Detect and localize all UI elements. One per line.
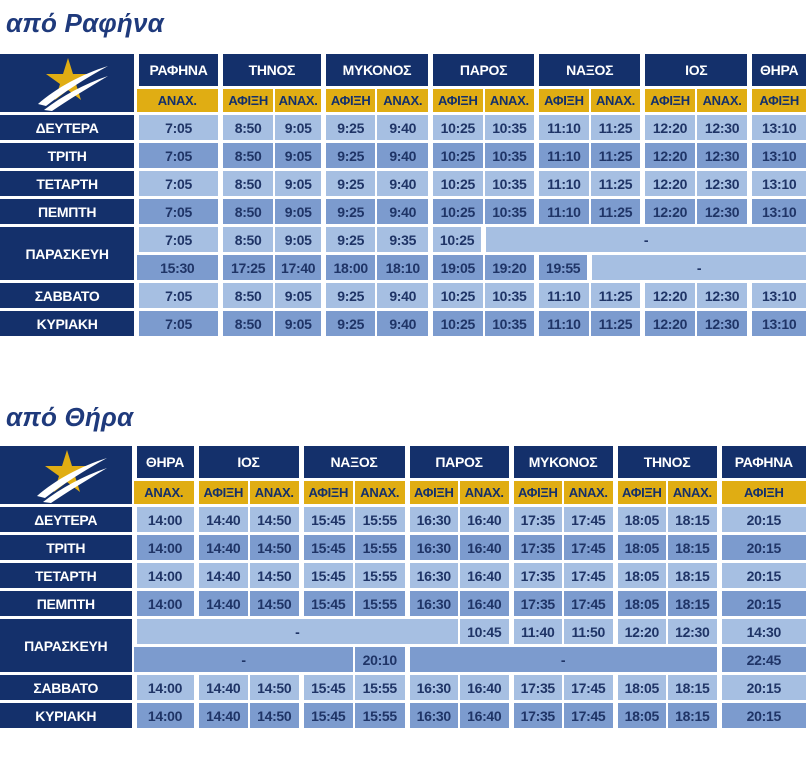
time-cell: 12:20	[643, 310, 696, 338]
time-cell: 18:05	[615, 534, 667, 562]
time-cell: 13:10	[750, 282, 806, 310]
time-cell: 10:35	[484, 170, 537, 198]
time-cell: 15:45	[301, 590, 354, 618]
port-header: ΤΗΝΟΣ	[220, 54, 323, 88]
time-type-label: ΑΝΑΧ.	[274, 88, 323, 114]
port-header: ΡΑΦΗΝΑ	[719, 446, 806, 480]
time-cell: 9:05	[274, 310, 323, 338]
time-cell: 10:25	[431, 282, 484, 310]
time-cell: 14:50	[249, 590, 301, 618]
time-type-label: ΑΦΙΞΗ	[407, 480, 459, 506]
time-cell: 7:05	[137, 170, 221, 198]
time-cell: 16:40	[459, 506, 511, 534]
time-cell: 7:05	[137, 142, 221, 170]
time-cell: 15:55	[354, 534, 407, 562]
time-type-label: ΑΦΙΞΗ	[750, 88, 806, 114]
no-service-cell: -	[484, 226, 806, 254]
time-cell: 14:00	[134, 506, 196, 534]
time-cell: 11:10	[537, 114, 590, 142]
time-cell: 9:25	[323, 310, 376, 338]
time-cell: 14:00	[134, 674, 196, 702]
time-cell: 17:25	[220, 254, 274, 282]
no-service-cell: -	[134, 618, 459, 646]
time-cell: 16:30	[407, 562, 459, 590]
time-cell: 12:30	[696, 282, 750, 310]
time-cell: 12:30	[696, 114, 750, 142]
time-cell: 17:35	[511, 534, 563, 562]
time-cell: 10:35	[484, 142, 537, 170]
time-cell: 13:10	[750, 170, 806, 198]
day-label-friday: ΠΑΡΑΣΚΕΥΗ	[0, 226, 137, 282]
time-cell: 14:30	[719, 618, 806, 646]
time-cell: 9:05	[274, 142, 323, 170]
table-row	[0, 674, 806, 702]
day-label: ΤΕΤΑΡΤΗ	[0, 170, 137, 198]
table-row	[0, 590, 806, 618]
time-cell: 17:35	[511, 702, 563, 730]
time-type-label: ΑΝΑΧ.	[354, 480, 407, 506]
time-cell: 9:05	[274, 226, 323, 254]
time-cell: 9:05	[274, 170, 323, 198]
time-cell: 18:15	[667, 562, 719, 590]
day-label: ΣΑΒΒΑΤΟ	[0, 674, 134, 702]
time-cell: 14:00	[134, 590, 196, 618]
time-cell: 14:50	[249, 562, 301, 590]
table-row	[0, 506, 806, 534]
time-cell: 7:05	[137, 310, 221, 338]
port-header: ΝΑΞΟΣ	[301, 446, 407, 480]
time-cell: 9:40	[376, 310, 430, 338]
day-label: ΤΡΙΤΗ	[0, 142, 137, 170]
day-label: ΠΕΜΠΤΗ	[0, 590, 134, 618]
time-cell: 8:50	[220, 170, 274, 198]
time-cell: 13:10	[750, 114, 806, 142]
time-cell: 9:25	[323, 170, 376, 198]
time-cell: 12:20	[615, 618, 667, 646]
time-cell: 10:25	[431, 198, 484, 226]
time-cell: 18:15	[667, 506, 719, 534]
time-cell: 10:35	[484, 114, 537, 142]
time-cell: 11:40	[511, 618, 563, 646]
time-cell: 15:45	[301, 674, 354, 702]
time-cell: 14:40	[196, 674, 249, 702]
time-cell: 10:25	[431, 226, 484, 254]
port-header: ΘΗΡΑ	[134, 446, 196, 480]
time-cell: 15:45	[301, 562, 354, 590]
time-cell: 10:25	[431, 114, 484, 142]
day-label: ΣΑΒΒΑΤΟ	[0, 282, 137, 310]
time-type-label: ΑΦΙΞΗ	[196, 480, 249, 506]
time-cell: 18:00	[323, 254, 376, 282]
time-cell: 18:15	[667, 534, 719, 562]
time-cell: 12:30	[696, 170, 750, 198]
time-cell: 20:15	[719, 702, 806, 730]
day-label: ΤΕΤΑΡΤΗ	[0, 562, 134, 590]
time-cell: 18:05	[615, 702, 667, 730]
time-type-label: ΑΝΑΧ.	[249, 480, 301, 506]
time-cell: 15:55	[354, 562, 407, 590]
time-type-label: ΑΦΙΞΗ	[431, 88, 484, 114]
time-cell: 16:30	[407, 674, 459, 702]
time-cell: 10:25	[431, 170, 484, 198]
time-cell: 16:40	[459, 674, 511, 702]
time-cell: 17:35	[511, 562, 563, 590]
time-cell: 14:40	[196, 506, 249, 534]
time-cell: 17:45	[563, 702, 615, 730]
time-cell: 15:55	[354, 506, 407, 534]
table-row	[0, 114, 806, 142]
time-cell: 15:55	[354, 674, 407, 702]
time-type-label: ΑΝΑΧ.	[134, 480, 196, 506]
time-cell: 8:50	[220, 114, 274, 142]
time-cell: 11:10	[537, 142, 590, 170]
time-cell: 20:10	[354, 646, 407, 674]
time-cell: 7:05	[137, 282, 221, 310]
time-cell: 7:05	[137, 198, 221, 226]
day-label: ΚΥΡΙΑΚΗ	[0, 310, 137, 338]
time-type-label: ΑΦΙΞΗ	[537, 88, 590, 114]
time-type-label: ΑΝΑΧ.	[590, 88, 643, 114]
time-type-label: ΑΦΙΞΗ	[301, 480, 354, 506]
time-type-label: ΑΦΙΞΗ	[220, 88, 274, 114]
time-cell: 12:20	[643, 282, 696, 310]
time-cell: 18:10	[376, 254, 430, 282]
table-row	[0, 198, 806, 226]
time-cell: 17:45	[563, 674, 615, 702]
time-cell: 18:05	[615, 506, 667, 534]
time-cell: 14:40	[196, 590, 249, 618]
time-cell: 22:45	[719, 646, 806, 674]
time-cell: 20:15	[719, 562, 806, 590]
table-row	[0, 562, 806, 590]
time-cell: 18:05	[615, 562, 667, 590]
time-cell: 16:30	[407, 506, 459, 534]
time-cell: 11:10	[537, 310, 590, 338]
time-cell: 14:40	[196, 562, 249, 590]
time-cell: 10:25	[431, 142, 484, 170]
logo-icon	[0, 446, 134, 506]
time-cell: 19:20	[484, 254, 537, 282]
time-cell: 16:30	[407, 590, 459, 618]
time-cell: 19:05	[431, 254, 484, 282]
time-cell: 17:40	[274, 254, 323, 282]
no-service-cell: -	[134, 646, 354, 674]
time-cell: 18:05	[615, 674, 667, 702]
day-label: ΚΥΡΙΑΚΗ	[0, 702, 134, 730]
star-swoosh-logo-icon	[23, 446, 109, 504]
time-cell: 15:45	[301, 534, 354, 562]
time-cell: 14:40	[196, 534, 249, 562]
time-cell: 11:10	[537, 198, 590, 226]
time-cell: 7:05	[137, 114, 221, 142]
section-title-from-thira: από Θήρα	[6, 402, 134, 432]
time-cell: 11:25	[590, 282, 643, 310]
time-cell: 9:25	[323, 114, 376, 142]
time-cell: 16:30	[407, 534, 459, 562]
table-row	[0, 702, 806, 730]
time-type-label: ΑΝΑΧ.	[137, 88, 221, 114]
port-header: ΙΟΣ	[196, 446, 301, 480]
time-cell: 17:35	[511, 590, 563, 618]
time-cell: 9:25	[323, 198, 376, 226]
time-cell: 14:00	[134, 562, 196, 590]
table-row	[0, 310, 806, 338]
star-swoosh-logo-icon	[24, 54, 110, 112]
table-row	[0, 170, 806, 198]
time-cell: 11:10	[537, 170, 590, 198]
time-cell: 18:05	[615, 590, 667, 618]
time-cell: 14:50	[249, 506, 301, 534]
time-cell: 9:05	[274, 282, 323, 310]
time-cell: 12:20	[643, 142, 696, 170]
port-header: ΝΑΞΟΣ	[537, 54, 643, 88]
time-type-label: ΑΝΑΧ.	[696, 88, 750, 114]
time-cell: 7:05	[137, 226, 221, 254]
time-cell: 12:30	[696, 142, 750, 170]
day-label: ΠΕΜΠΤΗ	[0, 198, 137, 226]
time-type-label: ΑΦΙΞΗ	[615, 480, 667, 506]
day-label: ΤΡΙΤΗ	[0, 534, 134, 562]
time-cell: 9:05	[274, 114, 323, 142]
time-cell: 10:35	[484, 282, 537, 310]
day-label-friday: ΠΑΡΑΣΚΕΥΗ	[0, 618, 134, 674]
time-cell: 9:40	[376, 198, 430, 226]
time-cell: 17:45	[563, 590, 615, 618]
time-cell: 15:30	[137, 254, 221, 282]
time-cell: 17:45	[563, 562, 615, 590]
time-cell: 10:25	[431, 310, 484, 338]
time-type-label: ΑΦΙΞΗ	[719, 480, 806, 506]
time-cell: 9:40	[376, 170, 430, 198]
time-cell: 9:25	[323, 282, 376, 310]
time-cell: 14:40	[196, 702, 249, 730]
time-cell: 13:10	[750, 142, 806, 170]
time-cell: 20:15	[719, 590, 806, 618]
no-service-cell: -	[407, 646, 719, 674]
port-header: ΠΑΡΟΣ	[431, 54, 537, 88]
time-cell: 17:35	[511, 506, 563, 534]
time-cell: 18:15	[667, 674, 719, 702]
port-header: ΡΑΦΗΝΑ	[137, 54, 221, 88]
timetable-from-rafina	[0, 54, 806, 339]
time-cell: 8:50	[220, 310, 274, 338]
time-cell: 16:40	[459, 534, 511, 562]
time-type-label: ΑΦΙΞΗ	[511, 480, 563, 506]
time-cell: 14:50	[249, 534, 301, 562]
time-cell: 15:55	[354, 590, 407, 618]
time-type-label: ΑΝΑΧ.	[563, 480, 615, 506]
time-cell: 14:00	[134, 702, 196, 730]
time-cell: 11:25	[590, 142, 643, 170]
port-header: ΤΗΝΟΣ	[615, 446, 719, 480]
time-cell: 18:15	[667, 590, 719, 618]
time-cell: 16:30	[407, 702, 459, 730]
timetable-from-thira	[0, 446, 806, 731]
table-row	[0, 534, 806, 562]
table-row	[0, 142, 806, 170]
day-label: ΔΕΥΤΕΡΑ	[0, 114, 137, 142]
time-cell: 15:55	[354, 702, 407, 730]
time-cell: 9:35	[376, 226, 430, 254]
time-cell: 8:50	[220, 198, 274, 226]
time-cell: 9:05	[274, 198, 323, 226]
port-header: ΙΟΣ	[643, 54, 750, 88]
time-cell: 11:25	[590, 198, 643, 226]
time-cell: 11:50	[563, 618, 615, 646]
port-header: ΠΑΡΟΣ	[407, 446, 511, 480]
time-cell: 9:40	[376, 142, 430, 170]
table-row	[0, 282, 806, 310]
time-cell: 16:40	[459, 590, 511, 618]
time-cell: 16:40	[459, 702, 511, 730]
day-label: ΔΕΥΤΕΡΑ	[0, 506, 134, 534]
time-cell: 17:45	[563, 506, 615, 534]
time-cell: 12:20	[643, 198, 696, 226]
time-cell: 13:10	[750, 198, 806, 226]
time-cell: 13:10	[750, 310, 806, 338]
time-cell: 17:45	[563, 534, 615, 562]
logo-icon	[0, 54, 137, 114]
no-service-cell: -	[590, 254, 806, 282]
time-cell: 11:25	[590, 170, 643, 198]
time-cell: 10:45	[459, 618, 511, 646]
port-header: ΜΥΚΟΝΟΣ	[323, 54, 430, 88]
time-cell: 19:55	[537, 254, 590, 282]
time-type-label: ΑΦΙΞΗ	[323, 88, 376, 114]
time-type-label: ΑΝΑΧ.	[484, 88, 537, 114]
time-cell: 9:40	[376, 114, 430, 142]
port-header: ΘΗΡΑ	[750, 54, 806, 88]
time-type-label: ΑΦΙΞΗ	[643, 88, 696, 114]
time-cell: 12:20	[643, 114, 696, 142]
time-cell: 10:35	[484, 198, 537, 226]
time-cell: 20:15	[719, 674, 806, 702]
time-cell: 11:25	[590, 114, 643, 142]
time-cell: 11:25	[590, 310, 643, 338]
time-cell: 15:45	[301, 702, 354, 730]
section-title-from-rafina: από Ραφήνα	[6, 8, 164, 38]
time-type-label: ΑΝΑΧ.	[459, 480, 511, 506]
time-cell: 9:25	[323, 226, 376, 254]
time-cell: 14:50	[249, 702, 301, 730]
time-cell: 18:15	[667, 702, 719, 730]
time-cell: 12:30	[696, 198, 750, 226]
time-cell: 11:10	[537, 282, 590, 310]
time-cell: 8:50	[220, 142, 274, 170]
time-cell: 20:15	[719, 506, 806, 534]
time-cell: 8:50	[220, 226, 274, 254]
time-cell: 9:25	[323, 142, 376, 170]
time-cell: 17:35	[511, 674, 563, 702]
time-type-label: ΑΝΑΧ.	[667, 480, 719, 506]
port-header: ΜΥΚΟΝΟΣ	[511, 446, 615, 480]
time-cell: 9:40	[376, 282, 430, 310]
time-cell: 16:40	[459, 562, 511, 590]
time-type-label: ΑΝΑΧ.	[376, 88, 430, 114]
time-cell: 10:35	[484, 310, 537, 338]
time-cell: 20:15	[719, 534, 806, 562]
time-cell: 12:20	[643, 170, 696, 198]
time-cell: 15:45	[301, 506, 354, 534]
time-cell: 14:50	[249, 674, 301, 702]
time-cell: 8:50	[220, 282, 274, 310]
time-cell: 12:30	[696, 310, 750, 338]
time-cell: 14:00	[134, 534, 196, 562]
time-cell: 12:30	[667, 618, 719, 646]
